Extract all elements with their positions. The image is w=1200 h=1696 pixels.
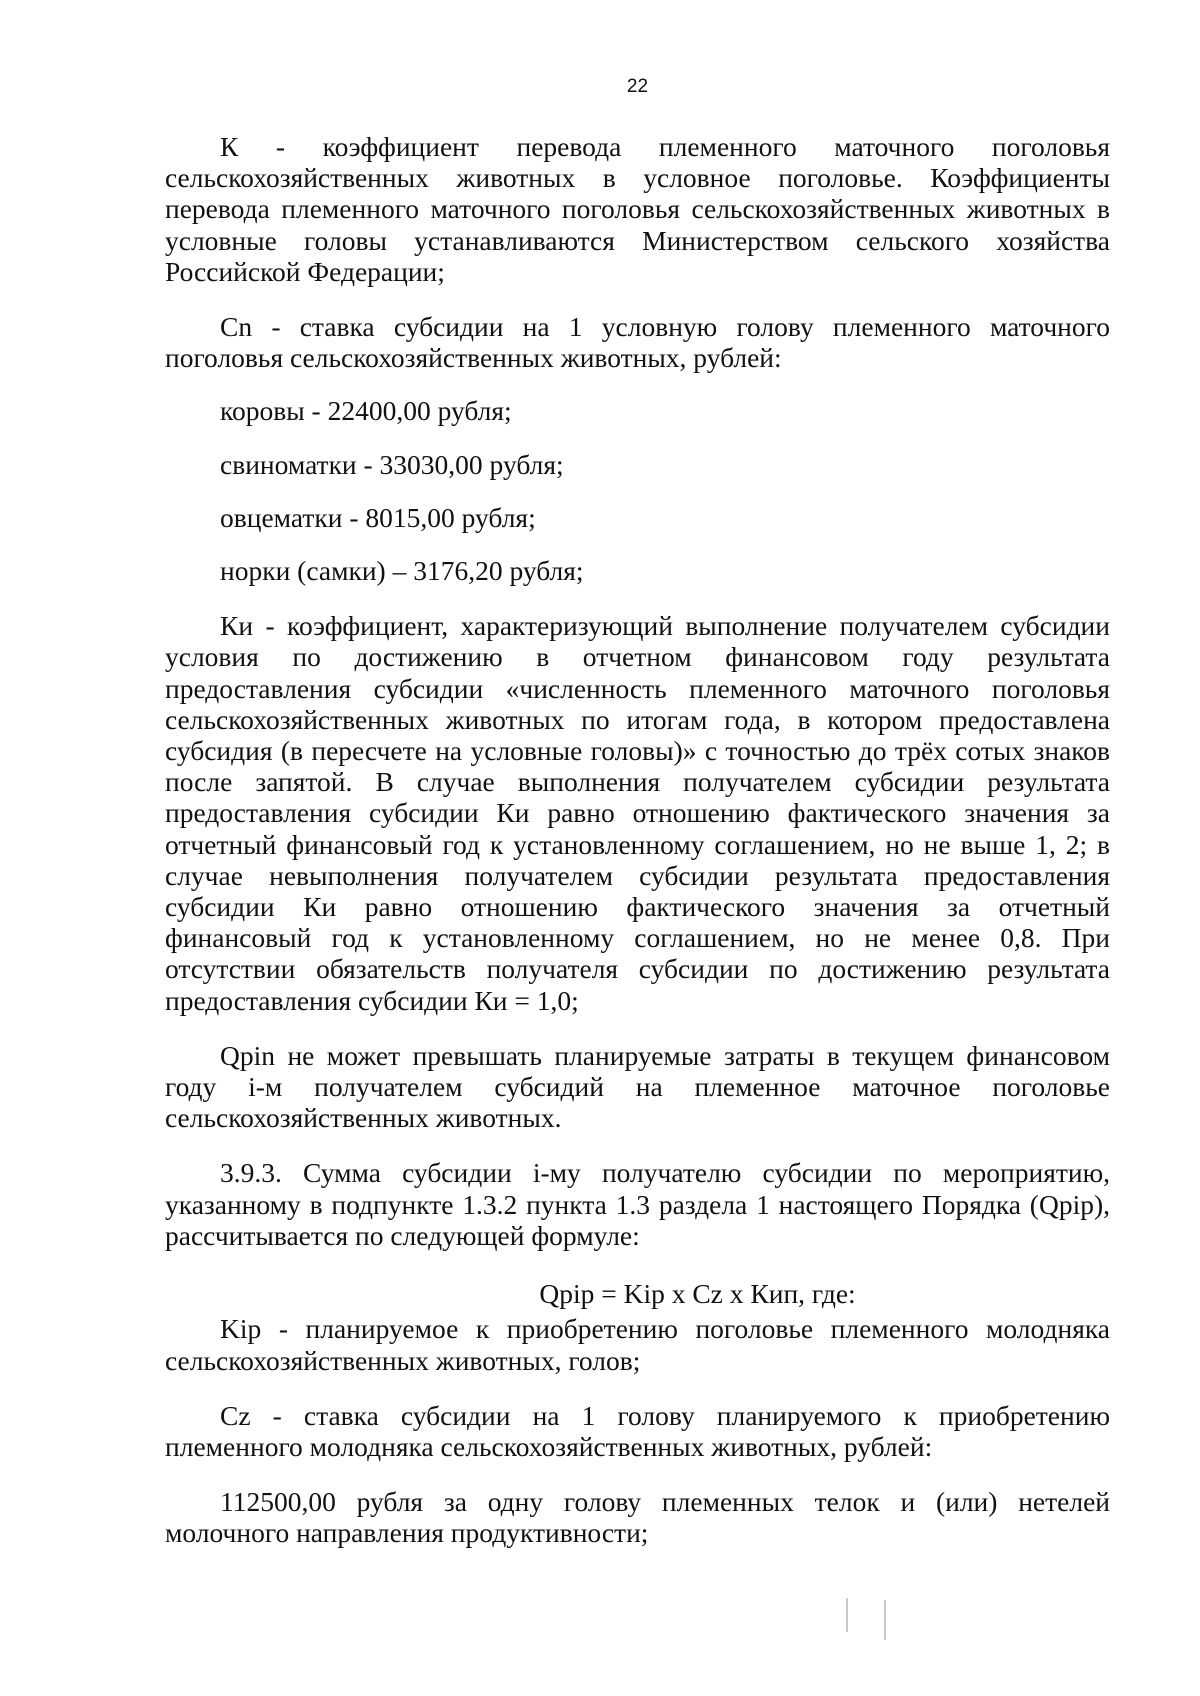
paragraph-section-3-9-3: 3.9.3. Сумма субсидии i-му получателю субсидии по мероприятию, указанному в подпункте 1.3.2 пункта 1.3 раздела 1 настоящего Порядка (Qpip), рассчитывается по следующей формуле: xyxy=(165,1157,1110,1251)
paragraph-qpin-limit: Qpin не может превышать планируемые затраты в текущем финансовом году i-м получателем субсидий на племенное маточное поголовье сельскохозяйственных животных. xyxy=(165,1039,1110,1134)
rate-cows: коровы - 22400,00 рубля; xyxy=(220,395,512,427)
rate-ewes: овцематки - 8015,00 рубля; xyxy=(220,501,536,533)
paragraph-cz-heifers: 112500,00 рубля за одну голову племенных телок и (или) нетелей молочного направления продуктивности; xyxy=(165,1486,1110,1549)
paragraph-cn-rate: Сn - ставка субсидии на 1 условную голову племенного маточного поголовья сельскохозяйственных животных, рублей: xyxy=(165,311,1110,374)
paragraph-k-coefficient: К - коэффициент перевода племенного маточного поголовья сельскохозяйственных животных в условное поголовье. Коэффициенты перевода племенного маточного поголовья сельскохозяйственных животных в условные головы устанавливаются Министерством сельского хозяйства Российской Федерации; xyxy=(165,131,1110,287)
paragraph-ki-coefficient: Ки - коэффициент, характеризующий выполнение получателем субсидии условия по достижению в отчетном финансовом году результата предоставления субсидии «численность племенного маточного поголовья сельскохозяйственных животных по итогам года, в котором предоставлена субсидия (в пересчете на условные головы)» с точностью до трёх сотых знаков после запятой. В случае выполнения получателем субсидии результата предоставления субсидии Ки равно отношению фактического значения за отчетный финансовый год к установленному соглашением, но не выше 1, 2; в случае невыполнения получателем субсидии результата предоставления субсидии Ки равно отношению фактического значения за отчетный финансовый год к установленному соглашением, но не менее 0,8. При отсутствии обязательств получателя субсидии по достижению результата предоставления субсидии Ки = 1,0; xyxy=(165,610,1110,1016)
paragraph-cz-definition: Cz - ставка субсидии на 1 голову планируемого к приобретению племенного молодняка сельскохозяйственных животных, рублей: xyxy=(165,1399,1110,1462)
document-body xyxy=(165,131,1110,1549)
page-number: 22 xyxy=(626,76,649,97)
scan-artifact-mark xyxy=(846,1598,848,1632)
paragraph-kip-definition: Kip - планируемое к приобретению поголовье племенного молодняка сельскохозяйственных животных, голов; xyxy=(165,1313,1110,1376)
rate-minks: норки (самки) – 3176,20 рубля; xyxy=(220,555,584,587)
scan-artifact-mark xyxy=(884,1600,886,1640)
formula-qpip: Qpip = Kip x Cz x Кип, где: xyxy=(539,1278,856,1310)
rate-sows: свиноматки - 33030,00 рубля; xyxy=(220,448,564,480)
